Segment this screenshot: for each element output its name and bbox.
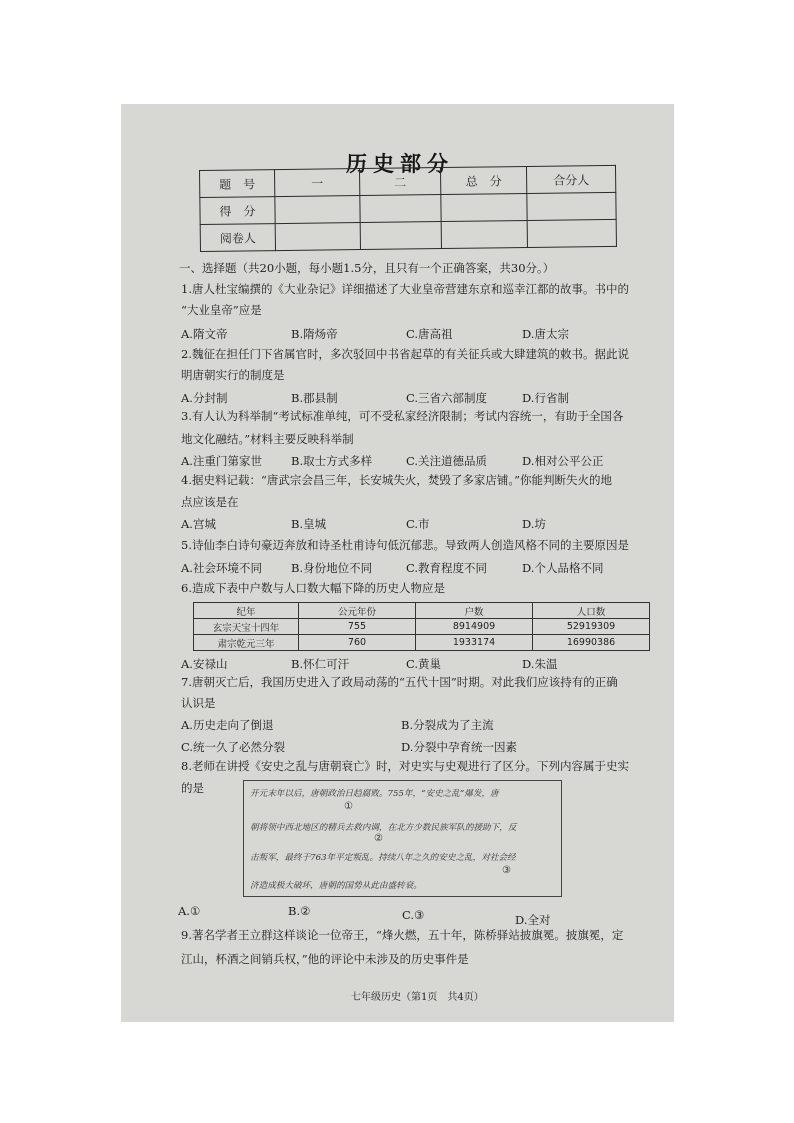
- score-header-cell: 总 分: [440, 166, 526, 194]
- score-header-cell: 题 号: [200, 170, 275, 198]
- score-header-cell: 二: [359, 168, 440, 196]
- population-cell: 肃宗乾元三年: [194, 635, 299, 651]
- population-cell: 52919309: [533, 619, 650, 635]
- q2-option-d: D.行省制: [522, 391, 569, 405]
- question-4: 4.据史料记载：“唐武宗会昌三年，长安城失火，焚毁了多家店铺。”你能判断失火的地: [181, 473, 612, 487]
- q7-option-d: D.分裂中孕育统一因素: [401, 740, 517, 754]
- question-9-cont: 江山，杯酒之间销兵权，”他的评论中未涉及的历史事件是: [181, 952, 469, 966]
- population-cell: 16990386: [533, 635, 650, 651]
- q5-option-c: C.教育程度不同: [406, 561, 488, 575]
- q7-option-b: B.分裂成为了主流: [401, 718, 494, 732]
- population-row: [194, 619, 650, 635]
- question-2-cont: 明唐朝实行的制度是: [181, 368, 285, 382]
- q3-option-d: D.相对公平公正: [522, 454, 604, 468]
- q8-material-line: 朝将领中西北地区的精兵去救内调，在北方少数民族军队的援助下，反: [250, 823, 517, 833]
- page-footer: 七年级历史（第1页 共4页）: [351, 992, 484, 1003]
- score-cell: [275, 223, 360, 251]
- population-cell: 8914909: [416, 619, 533, 635]
- q2-option-c: C.三省六部制度: [406, 391, 488, 405]
- score-header-cell: 合分人: [526, 165, 615, 193]
- score-table: [199, 165, 617, 252]
- exam-paper: [121, 104, 674, 1022]
- score-cell: [441, 220, 527, 248]
- question-9: 9.著名学者王立群这样谈论一位帝王，“烽火燃，五十年，陈桥驿站披旗冕。披旗冕，定: [181, 928, 624, 942]
- population-header-cell: 公元年份: [299, 603, 416, 619]
- score-cell: [275, 196, 360, 224]
- q6-option-a: A.安禄山: [181, 657, 228, 671]
- score-header-cell: 一: [275, 169, 360, 197]
- q6-option-d: D.朱温: [522, 657, 558, 671]
- q5-option-b: B.身份地位不同: [291, 561, 373, 575]
- q8-material-box: [243, 780, 562, 897]
- population-cell: 755: [299, 619, 416, 635]
- question-5: 5.诗仙李白诗句豪迈奔放和诗圣杜甫诗句低沉郁悲。导致两人创造风格不同的主要原因是: [181, 538, 629, 552]
- q4-option-b: B.皇城: [291, 517, 327, 531]
- question-1-cont: “大业皇帝”应是: [181, 303, 262, 317]
- part1-heading: 一、选择题（共20小题，每小题1.5分，且只有一个正确答案，共30分。）: [179, 261, 555, 275]
- population-header-cell: 人口数: [533, 603, 650, 619]
- q3-option-c: C.关注道德品质: [406, 454, 488, 468]
- q4-option-c: C.市: [406, 517, 430, 531]
- population-row: [194, 635, 650, 651]
- q3-option-b: B.取士方式多样: [291, 454, 373, 468]
- q1-option-c: C.唐高祖: [406, 327, 453, 341]
- question-4-cont: 点应该是在: [181, 495, 239, 509]
- q5-option-a: A.社会环境不同: [181, 561, 262, 575]
- q6-option-b: B.怀仁可汗: [291, 657, 350, 671]
- score-cell: [360, 222, 441, 250]
- q4-option-a: A.宫城: [181, 517, 216, 531]
- q8-mark-1: ①: [344, 801, 353, 812]
- section-title: 历史部分: [346, 151, 454, 176]
- q8-mark-3: ③: [502, 865, 511, 876]
- question-3-cont: 地文化融结。”材料主要反映科举制: [181, 432, 354, 446]
- score-cell: [441, 193, 527, 221]
- q8-option-d: D.全对: [515, 913, 551, 927]
- q8-material-line: 济造成极大破坏，唐朝的国势从此由盛转衰。: [250, 881, 422, 891]
- q6-option-c: C.黄巢: [406, 657, 442, 671]
- score-cell: [360, 195, 441, 223]
- q8-material-line: 开元末年以后，唐朝政治日趋腐败。755年，“安史之乱”爆发，唐: [250, 789, 499, 799]
- question-1: 1.唐人杜宝编撰的《大业杂记》详细描述了大业皇帝营建东京和巡幸江都的故事。书中的: [181, 282, 629, 296]
- q8-option-c: C.③: [402, 908, 425, 922]
- question-8: 8.老师在讲授《安史之乱与唐朝衰亡》时，对史实与史观进行了区分。下列内容属于史实: [181, 759, 629, 773]
- q4-option-d: D.坊: [522, 517, 546, 531]
- population-cell: 760: [299, 635, 416, 651]
- score-cell: [527, 192, 616, 220]
- score-row-label: 得 分: [200, 197, 275, 225]
- question-8-cont: 的是: [181, 781, 204, 795]
- population-header-cell: 纪年: [194, 603, 299, 619]
- q5-option-d: D.个人品格不同: [522, 561, 604, 575]
- q1-option-d: D.唐太宗: [522, 327, 569, 341]
- population-cell: 玄宗天宝十四年: [194, 619, 299, 635]
- population-header-cell: 户数: [416, 603, 533, 619]
- question-7: 7.唐朝灭亡后，我国历史进入了政局动荡的“五代十国”时期。对此我们应该持有的正确: [181, 675, 618, 689]
- q3-option-a: A.注重门第家世: [181, 454, 262, 468]
- q1-option-b: B.隋炀帝: [291, 327, 338, 341]
- population-header-row: [194, 603, 650, 619]
- q2-option-b: B.郡县制: [291, 391, 338, 405]
- question-3: 3.有人认为科举制“考试标准单纯，可不受私家经济限制；考试内容统一，有助于全国各: [181, 409, 624, 423]
- population-cell: 1933174: [416, 635, 533, 651]
- q8-option-b: B.②: [288, 904, 311, 918]
- question-6: 6.造成下表中户数与人口数大幅下降的历史人物应是: [181, 581, 445, 595]
- q8-mark-2: ②: [374, 833, 383, 844]
- population-table: [193, 602, 650, 651]
- q7-option-c: C.统一久了必然分裂: [181, 740, 286, 754]
- q7-option-a: A.历史走向了倒退: [181, 718, 274, 732]
- question-2: 2.魏征在担任门下省属官时，多次驳回中书省起草的有关征兵或大肆建筑的敕书。据此说: [181, 347, 629, 361]
- score-row-label: 阅卷人: [200, 224, 275, 252]
- q2-option-a: A.分封制: [181, 391, 228, 405]
- question-7-cont: 认识是: [181, 696, 216, 710]
- grader-row: [200, 219, 616, 251]
- q8-option-a: A.①: [178, 904, 201, 918]
- q1-option-a: A.隋文帝: [181, 327, 228, 341]
- q8-material-line: 击叛军，最终于763年平定叛乱。持续八年之久的安史之乱，对社会经: [250, 853, 516, 863]
- score-cell: [527, 219, 616, 247]
